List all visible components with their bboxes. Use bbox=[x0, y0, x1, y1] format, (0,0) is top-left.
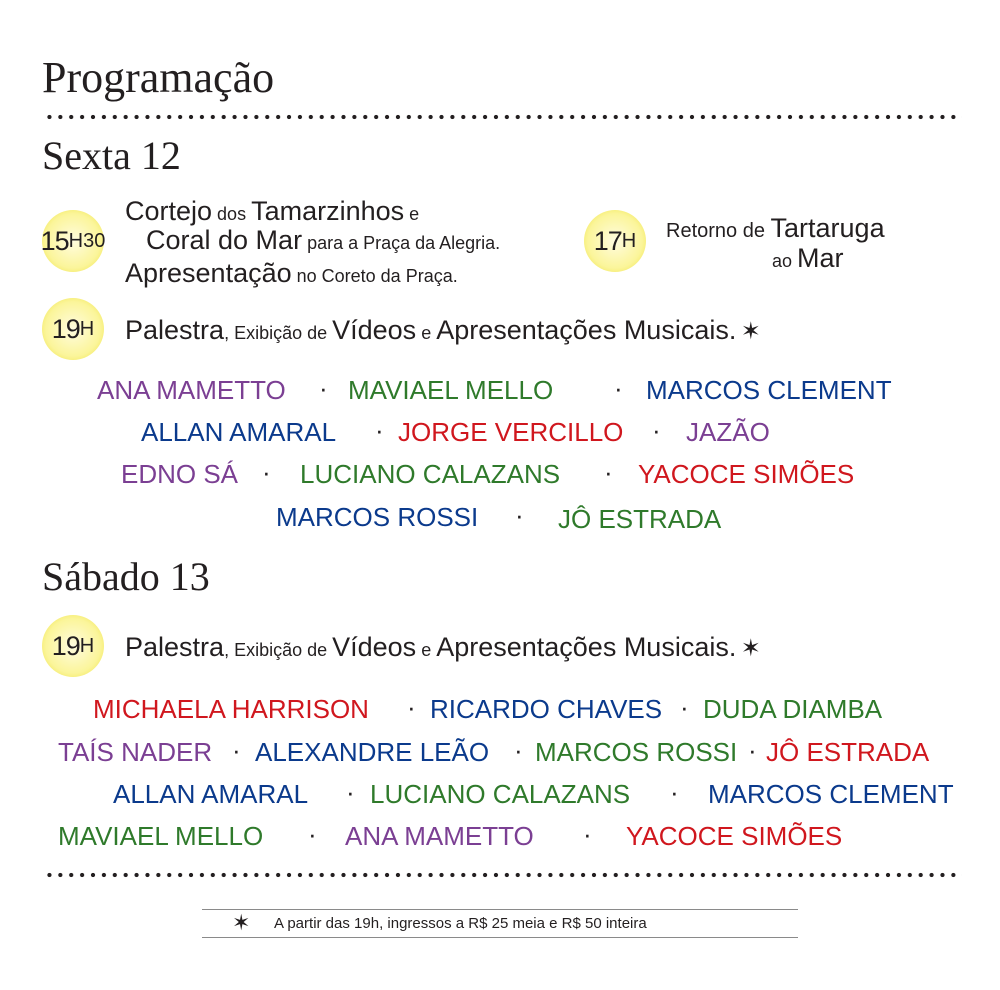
event-apresentacao-line: Apresentação no Coreto da Praça. bbox=[125, 258, 458, 288]
artist-name: MAVIAEL MELLO bbox=[348, 375, 554, 405]
footnote-rule-top bbox=[202, 909, 798, 910]
artist-name: MARCOS CLEMENT bbox=[708, 779, 954, 809]
saturday-heading: Sábado 13 bbox=[42, 554, 210, 599]
artist-name: DUDA DIAMBA bbox=[703, 694, 883, 724]
artist-name: YACOCE SIMÕES bbox=[626, 821, 843, 851]
separator-dot: · bbox=[583, 819, 592, 849]
artist-name: LUCIANO CALAZANS bbox=[370, 779, 631, 809]
artist-name: ANA MAMETTO bbox=[97, 375, 286, 405]
artist-name: RICARDO CHAVES bbox=[430, 694, 663, 724]
separator-dot: · bbox=[375, 415, 384, 445]
separator-dot: · bbox=[407, 692, 416, 722]
event-palestra-friday: Palestra, Exibição de Vídeos e Apresentações Musicais. ✶ bbox=[125, 315, 761, 345]
separator-dot: · bbox=[232, 735, 241, 765]
footnote-text: A partir das 19h, ingressos a R$ 25 meia e R$ 50 inteira bbox=[274, 915, 647, 932]
footnote-rule-bottom bbox=[202, 937, 798, 938]
event-cortejo-line-1: Cortejo dos Tamarzinhos e bbox=[125, 196, 420, 226]
separator-dot: · bbox=[670, 777, 679, 807]
artist-name: MICHAELA HARRISON bbox=[93, 694, 369, 724]
separator-dot: · bbox=[652, 415, 661, 445]
artist-name: TAÍS NADER bbox=[58, 737, 213, 767]
artist-name: ALLAN AMARAL bbox=[141, 417, 337, 447]
separator-dot: · bbox=[514, 735, 523, 765]
artist-name: ALLAN AMARAL bbox=[113, 779, 309, 809]
separator-dot: · bbox=[614, 373, 623, 403]
artist-name: JAZÃO bbox=[686, 417, 770, 447]
separator-dot: · bbox=[680, 692, 689, 722]
asterisk-star-icon: ✶ bbox=[232, 910, 251, 935]
time-badge-19h-saturday: 19 H bbox=[42, 615, 104, 677]
artist-name: EDNO SÁ bbox=[121, 459, 239, 489]
artist-name: MARCOS ROSSI bbox=[276, 502, 479, 532]
separator-dot: · bbox=[308, 819, 317, 849]
artist-name: JÔ ESTRADA bbox=[558, 504, 722, 534]
time-badge-17h: 17 H bbox=[584, 210, 646, 272]
separator-dot: · bbox=[346, 777, 355, 807]
artist-name: ALEXANDRE LEÃO bbox=[255, 737, 490, 767]
time-badge-1530: 15 H30 bbox=[42, 210, 104, 272]
dotted-divider-bottom bbox=[44, 872, 962, 878]
event-tartaruga-line-2: ao Mar bbox=[772, 243, 844, 273]
artist-name: MAVIAEL MELLO bbox=[58, 821, 264, 851]
artist-name: LUCIANO CALAZANS bbox=[300, 459, 561, 489]
artist-name: YACOCE SIMÕES bbox=[638, 459, 855, 489]
artist-name: JORGE VERCILLO bbox=[398, 417, 624, 447]
separator-dot: · bbox=[515, 500, 524, 530]
artist-name: JÔ ESTRADA bbox=[766, 737, 930, 767]
event-palestra-saturday: Palestra, Exibição de Vídeos e Apresentações Musicais. ✶ bbox=[125, 632, 761, 662]
separator-dot: · bbox=[262, 457, 271, 487]
page-title: Programação bbox=[42, 53, 275, 102]
artist-name: MARCOS CLEMENT bbox=[646, 375, 892, 405]
asterisk-star-icon: ✶ bbox=[740, 318, 761, 345]
separator-dot: · bbox=[604, 457, 613, 487]
separator-dot: · bbox=[319, 373, 328, 403]
artist-name: ANA MAMETTO bbox=[345, 821, 534, 851]
friday-heading: Sexta 12 bbox=[42, 133, 181, 178]
time-badge-19h-friday: 19 H bbox=[42, 298, 104, 360]
event-cortejo-line-2: Coral do Mar para a Praça da Alegria. bbox=[146, 225, 501, 255]
dotted-divider-top bbox=[44, 114, 962, 120]
separator-dot: · bbox=[748, 735, 757, 765]
artist-name: MARCOS ROSSI bbox=[535, 737, 738, 767]
event-tartaruga-line-1: Retorno de Tartaruga bbox=[666, 213, 885, 243]
asterisk-star-icon: ✶ bbox=[740, 635, 761, 662]
